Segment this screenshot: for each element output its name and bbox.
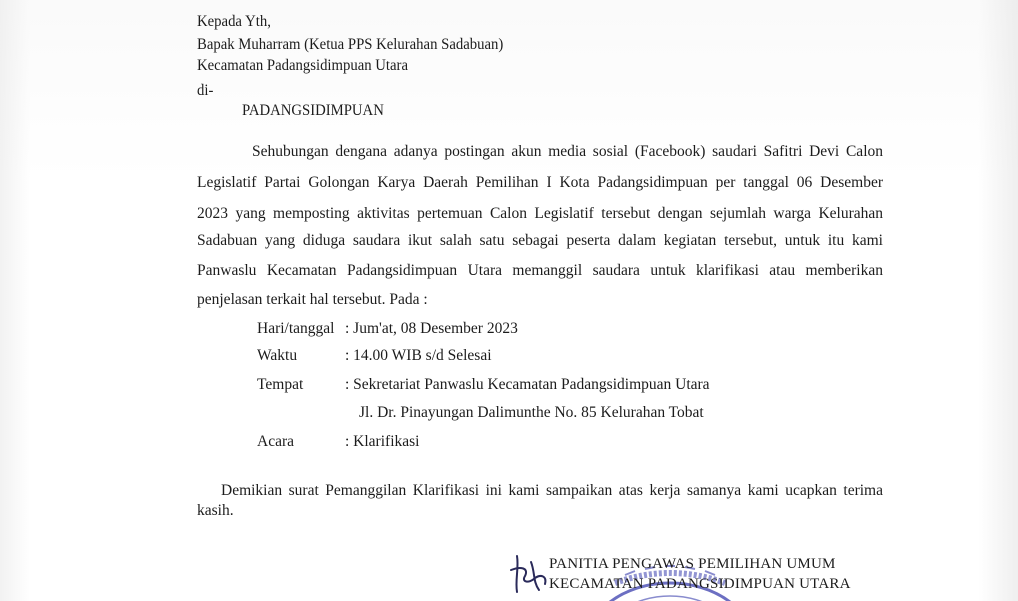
body-line: 2023 yang memposting aktivitas pertemuan Calon Legislatif tersebut dengan sejumlah warga Kelurahan (197, 205, 883, 222)
recipient-name: Bapak Muharram (Ketua PPS Kelurahan Sadabuan) (197, 36, 504, 53)
detail-place-address: Jl. Dr. Pinayungan Dalimunthe No. 85 Kelurahan Tobat (359, 404, 704, 421)
detail-time-label: Waktu (257, 347, 298, 364)
detail-day-value: : Jum'at, 08 Desember 2023 (345, 320, 518, 337)
signatory-org-line1: PANITIA PENGAWAS PEMILIHAN UMUM (549, 556, 836, 572)
detail-place-label: Tempat (257, 376, 304, 393)
detail-day-label: Hari/tanggal (257, 320, 335, 337)
recipient-district: Kecamatan Padangsidimpuan Utara (197, 57, 408, 74)
recipient-city: PADANGSIDIMPUAN (242, 102, 384, 119)
recipient-di: di- (197, 82, 214, 99)
detail-event-label: Acara (257, 433, 294, 450)
detail-time-value: : 14.00 WIB s/d Selesai (345, 347, 492, 364)
closing-line-last: kasih. (197, 502, 234, 519)
detail-event-value: : Klarifikasi (345, 433, 420, 450)
signatory-org-line2: KECAMATAN PADANGSIDIMPUAN UTARA (549, 576, 851, 592)
scan-shadow-left (0, 0, 30, 601)
detail-place-value: : Sekretariat Panwaslu Kecamatan Padangsidimpuan Utara (345, 376, 710, 393)
body-line-last: penjelasan terkait hal tersebut. Pada : (197, 291, 428, 308)
closing-line: Demikian surat Pemanggilan Klarifikasi ini kami sampaikan atas kerja samanya kami ucapkan terima (221, 482, 883, 499)
recipient-salutation: Kepada Yth, (197, 13, 271, 30)
body-line: Legislatif Partai Golongan Karya Daerah Pemilihan I Kota Padangsidimpuan per tanggal 06 Desember (197, 174, 883, 191)
body-line: Panwaslu Kecamatan Padangsidimpuan Utara memanggil saudara untuk klarifikasi atau memberikan (197, 262, 883, 279)
scan-shadow-right (978, 0, 1018, 601)
handwritten-signature (505, 548, 565, 598)
body-line: Sadabuan yang diduga saudara ikut salah satu sebagai peserta dalam kegiatan tersebut, untuk itu kami (197, 232, 883, 249)
body-line: Sehubungan dengana adanya postingan akun media sosial (Facebook) saudari Safitri Devi Calon (252, 143, 883, 160)
